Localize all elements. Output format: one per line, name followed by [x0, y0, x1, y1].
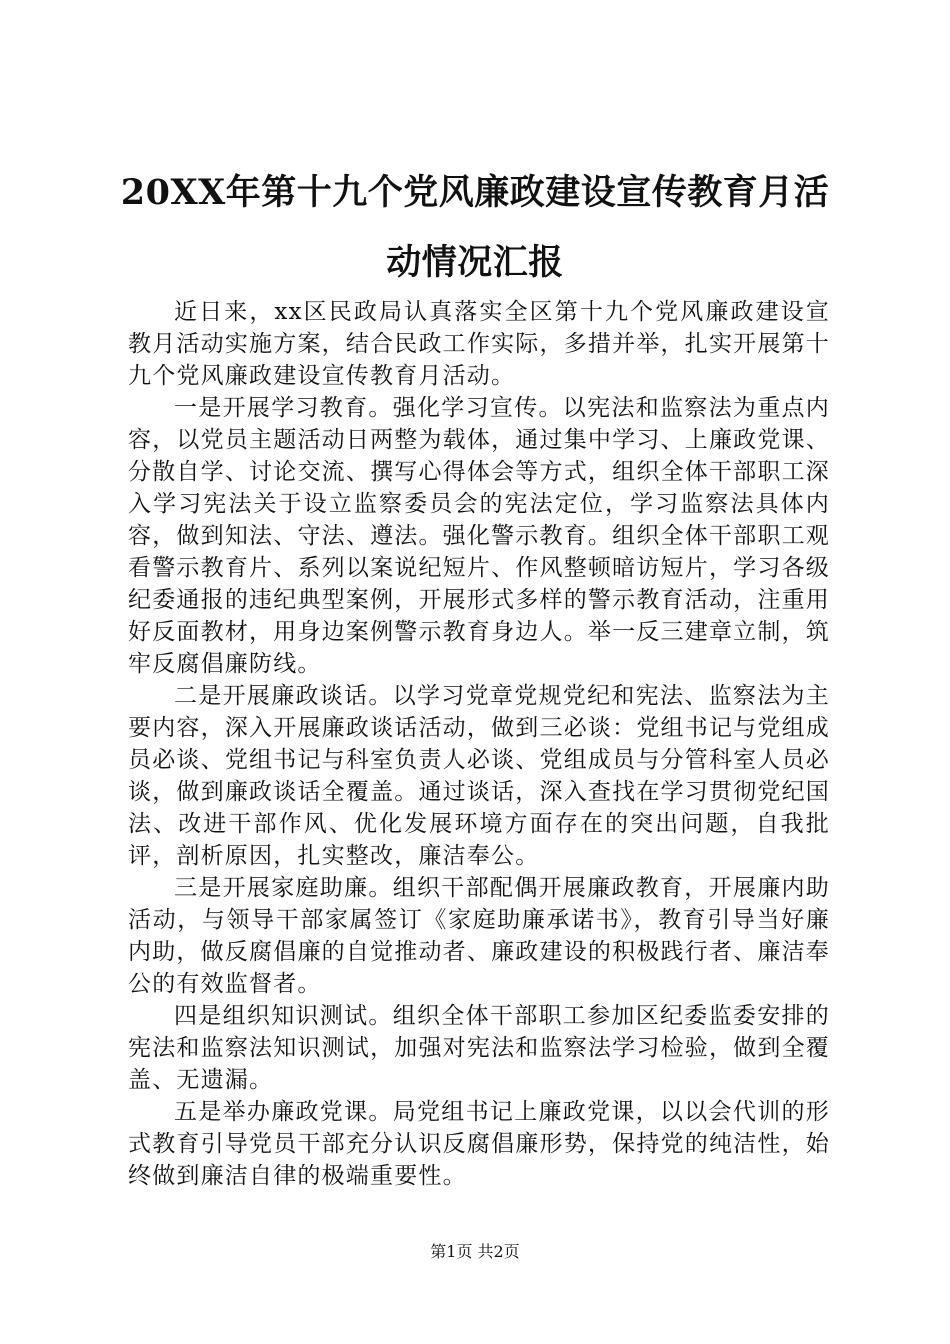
paragraph-integrity-lecture: 五是举办廉政党课。局党组书记上廉政党课，以以会代训的形式教育引导党员干部充分认识反腐倡廉形势，保持党的纯洁性，始终做到廉洁自律的极端重要性。: [128, 1099, 830, 1189]
paragraph-intro: 近日来，xx区民政局认真落实全区第十九个党风廉政建设宣教月活动实施方案，结合民政工作实际，多措并举，扎实开展第十九个党风廉政建设宣传教育月活动。: [128, 299, 830, 389]
title-line-1: 20XX年第十九个党风廉政建设宣传教育月活: [120, 172, 830, 213]
page-number-footer: 第1页 共2页: [430, 1242, 520, 1261]
document-body: [128, 296, 830, 1192]
document-title: [110, 158, 840, 298]
title-line-2: 动情况汇报: [386, 242, 564, 283]
paragraph-study-education: 一是开展学习教育。强化学习宣传。以宪法和监察法为重点内容，以党员主题活动日两整为载体，通过集中学习、上廉政党课、分散自学、讨论交流、撰写心得体会等方式，组织全体干部职工深入学习宪法关于设立监察委员会的宪法定位，学习监察法具体内容，做到知法、守法、遵法。强化警示教育。组织全体干部职工观看警示教育片、系列以案说纪短片、作风整顿暗访短片，学习各级纪委通报的违纪典型案例，开展形式多样的警示教育活动，注重用好反面教材，用身边案例警示教育身边人。举一反三建章立制，筑牢反腐倡廉防线。: [128, 395, 830, 677]
paragraph-family-integrity: 三是开展家庭助廉。组织干部配偶开展廉政教育，开展廉内助活动，与领导干部家属签订《家庭助廉承诺书》，教育引导当好廉内助，做反腐倡廉的自觉推动者、廉政建设的积极践行者、廉洁奉公的有效监督者。: [128, 875, 830, 997]
paragraph-integrity-talks: 二是开展廉政谈话。以学习党章党规党纪和宪法、监察法为主要内容，深入开展廉政谈话活动，做到三必谈：党组书记与党组成员必谈、党组书记与科室负责人必谈、党组成员与分管科室人员必谈，做到廉政谈话全覆盖。通过谈话，深入查找在学习贯彻党纪国法、改进干部作风、优化发展环境方面存在的突出问题，自我批评，剖析原因，扎实整改，廉洁奉公。: [128, 683, 830, 869]
paragraph-knowledge-test: 四是组织知识测试。组织全体干部职工参加区纪委监委安排的宪法和监察法知识测试，加强对宪法和监察法学习检验，做到全覆盖、无遗漏。: [128, 1003, 830, 1093]
